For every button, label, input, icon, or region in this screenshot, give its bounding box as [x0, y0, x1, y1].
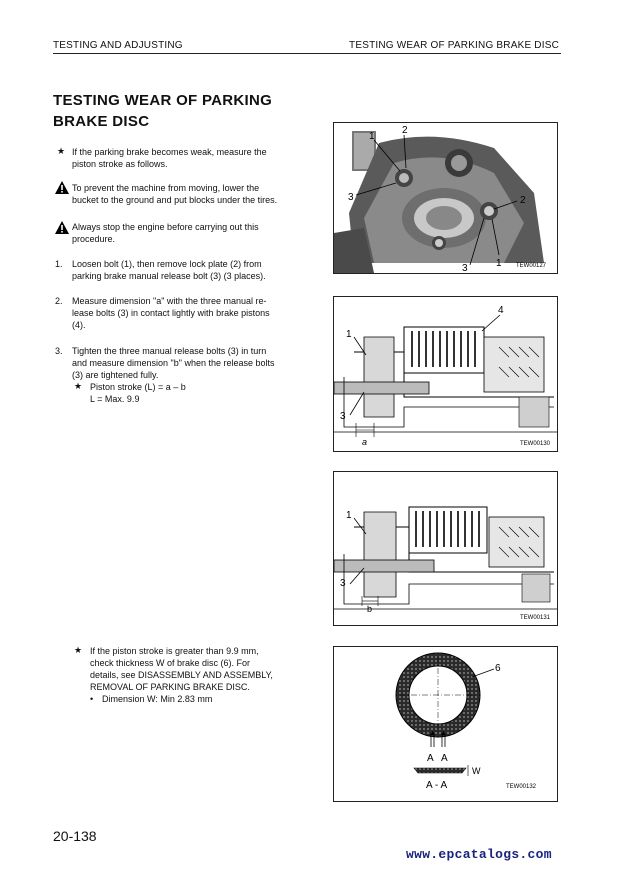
warning-icon [55, 221, 69, 234]
intro-line: piston stroke as follows. [72, 159, 168, 169]
step-line: Loosen bolt (1), then remove lock plate (2) from [72, 259, 262, 269]
fig4-label: W [472, 766, 481, 776]
disc-bullet [90, 693, 310, 705]
figure-id: TEW00130 [520, 441, 551, 447]
figure-id: TEW00127 [516, 263, 547, 269]
fig4-label: A - A [426, 780, 448, 791]
fig4-label: 6 [495, 663, 501, 674]
disc-bullet-text: Dimension W: Min 2.83 mm [102, 694, 213, 704]
fig2-label: 3 [340, 411, 346, 422]
title-line-1: TESTING WEAR OF PARKING [53, 92, 273, 109]
warning-text [72, 221, 310, 245]
fig1-label: 1 [369, 131, 375, 142]
figure-dimension-a [333, 296, 558, 452]
step-number: 1. [55, 259, 63, 269]
step-line: Tighten the three manual release bolts (3) in turn [72, 346, 267, 356]
figure-dimension-b [333, 471, 558, 626]
header-page-title: TESTING WEAR OF PARKING BRAKE DISC [349, 40, 559, 51]
header-rule [53, 53, 561, 54]
step-line: and measure dimension "b" when the release bolts [72, 358, 275, 368]
dimension-a-drawing [334, 297, 557, 451]
warning-line: Always stop the engine before carrying out this [72, 222, 259, 232]
fig3-label: 3 [340, 578, 346, 589]
title-line-2: BRAKE DISC [53, 113, 150, 130]
stroke-formula [90, 381, 290, 405]
fig3-label: b [367, 604, 373, 614]
fig1-label: 1 [496, 258, 502, 269]
star-icon: ★ [57, 146, 66, 156]
step-line: (4). [72, 320, 86, 330]
fig2-label: a [362, 437, 368, 447]
bolt-photo-illustration [334, 123, 557, 273]
disc-line: REMOVAL OF PARKING BRAKE DISC. [90, 682, 250, 692]
warning-text [72, 182, 310, 206]
brake-disc-drawing [334, 647, 557, 801]
step-text [72, 258, 310, 282]
fig1-label: 3 [348, 192, 354, 203]
stroke-line: Piston stroke (L) = a – b [90, 382, 186, 392]
step-number: 2. [55, 296, 63, 306]
fig4-label: A [427, 753, 434, 764]
header-section-title: TESTING AND ADJUSTING [53, 40, 183, 51]
stroke-line: L = Max. 9.9 [90, 394, 140, 404]
disc-check-text [90, 645, 310, 705]
step-text [72, 295, 310, 331]
step-line: Measure dimension "a" with the three manual re- [72, 296, 267, 306]
figure-bolt-photo [333, 122, 558, 274]
figure-id: TEW00132 [506, 784, 537, 790]
warning-icon [55, 181, 69, 194]
dimension-b-drawing [334, 472, 557, 625]
disc-line: check thickness W of brake disc (6). For [90, 658, 251, 668]
warning-line: procedure. [72, 234, 116, 244]
fig2-label: 4 [498, 305, 504, 316]
figure-brake-disc [333, 646, 558, 802]
warning-line: To prevent the machine from moving, lower the [72, 183, 260, 193]
step-text [72, 345, 310, 381]
fig1-label: 2 [402, 125, 408, 136]
star-icon: ★ [74, 645, 83, 655]
bullet-icon: • [90, 694, 94, 704]
step-line: parking brake manual release bolt (3) (3 places). [72, 271, 266, 281]
step-number: 3. [55, 346, 63, 356]
step-line: lease bolts (3) in contact lightly with brake pistons [72, 308, 270, 318]
watermark-link[interactable]: www.epcatalogs.com [406, 847, 552, 862]
figure-id: TEW00131 [520, 615, 551, 621]
fig1-label: 2 [520, 195, 526, 206]
fig4-label: A [441, 753, 448, 764]
intro-text [72, 146, 310, 170]
fig3-label: 1 [346, 510, 352, 521]
star-icon: ★ [74, 381, 83, 391]
page-title [53, 90, 313, 132]
disc-line: details, see DISASSEMBLY AND ASSEMBLY, [90, 670, 273, 680]
page-number: 20-138 [53, 828, 97, 844]
fig2-label: 1 [346, 329, 352, 340]
step-line: (3) are tightened fully. [72, 370, 159, 380]
disc-line: If the piston stroke is greater than 9.9 mm, [90, 646, 259, 656]
fig1-label: 3 [462, 263, 468, 273]
warning-line: bucket to the ground and put blocks under the tires. [72, 195, 278, 205]
intro-line: If the parking brake becomes weak, measure the [72, 147, 267, 157]
